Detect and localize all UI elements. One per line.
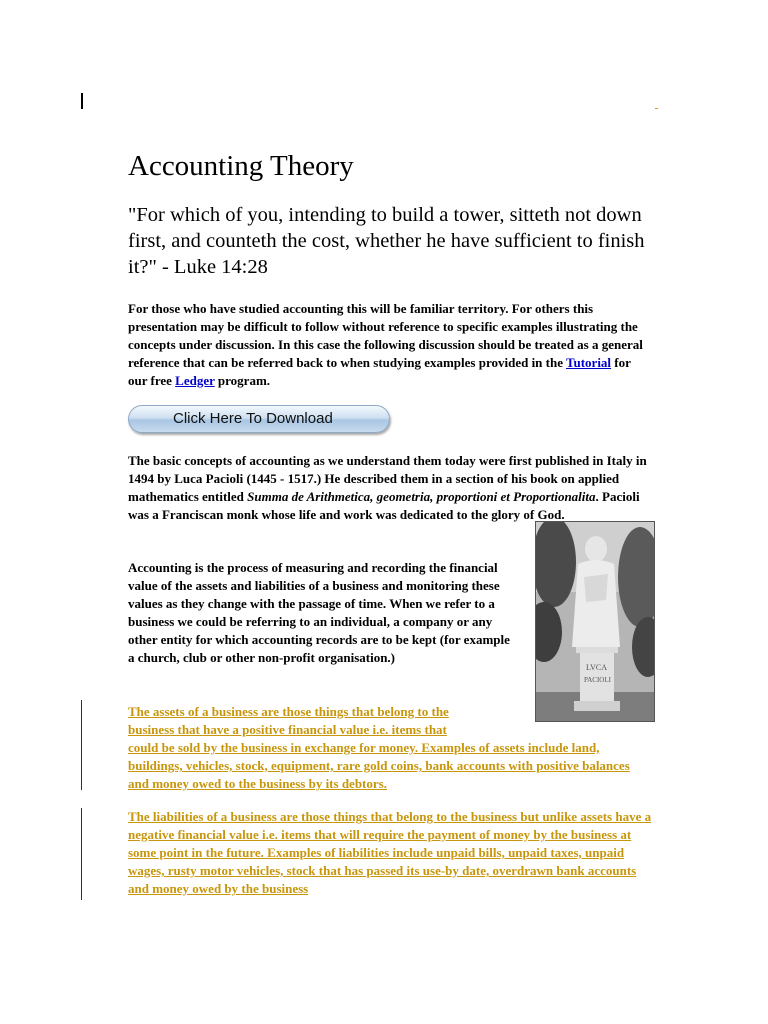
statue-plaque-line1: LVCA [586, 663, 608, 672]
ledger-link[interactable]: Ledger [175, 373, 215, 388]
change-bar-liabilities [81, 808, 82, 900]
assets-rest: could be sold by the business in exchange for money. Examples of assets include land, buildings, vehicles, stock, equipment, rare gold coins, bank accounts with positive balances and money owed to the business by its debtors. [128, 740, 630, 791]
assets-line-2: business that have a positive financial value i.e. items that [128, 722, 447, 737]
change-bar-assets [81, 700, 82, 790]
text-cursor [81, 93, 83, 109]
history-paragraph [128, 452, 653, 524]
history-text-1: The basic concepts of accounting as we understand them today were first published in Italy in 1494 by Luca Pacioli (1445 - 1517.) He described them in a section of his book on applied mathematics entitled [128, 453, 647, 504]
revision-mark [655, 108, 658, 109]
statue-illustration [536, 522, 654, 721]
intro-text-3: program. [214, 373, 271, 388]
assets-paragraph [128, 703, 653, 793]
liabilities-paragraph: The liabilities of a business are those things that belong to the business but unlike assets have a negative financial value i.e. items that will require the payment of money by the business at some point in the future. Examples of liabilities include unpaid bills, unpaid taxes, unpaid wages, rusty motor vehicles, stock that has passed its use-by date, overdrawn bank accounts and money owed by the business [128, 809, 652, 896]
intro-paragraph [128, 300, 650, 390]
assets-line-1: The assets of a business are those things that belong to the [128, 704, 449, 719]
tutorial-link[interactable]: Tutorial [566, 355, 612, 370]
intro-text-1: For those who have studied accounting this will be familiar territory. For others this presentation may be difficult to follow without reference to specific examples illustrating the concepts under discussion. In this case the following discussion should be treated as a general reference that can be referred back to when studying examples provided in the [128, 301, 643, 370]
pacioli-statue-image [535, 521, 655, 722]
intro-text-2: for our free [128, 355, 631, 388]
page-title: Accounting Theory [128, 150, 354, 182]
book-title: Summa de Arithmetica, geometria, proportioni et Proportionalita [247, 489, 596, 504]
history-text-2: . Pacioli was a Franciscan monk whose life and work was dedicated to the glory of God. [128, 489, 640, 522]
statue-plaque-line2: PACIOLI [584, 676, 611, 684]
bible-quote: "For which of you, intending to build a tower, sitteth not down first, and counteth the cost, whether he have sufficient to finish it?" - Luke 14:28 [128, 204, 645, 278]
definition-paragraph: Accounting is the process of measuring and recording the financial value of the assets and liabilities of a business and monitoring these values as they change with the passage of time. When we refer to a business we could be referring to an individual, a company or any other entity for which accounting records are to be kept (for example a church, club or other non-profit organisation.) [128, 560, 510, 665]
download-button[interactable]: Click Here To Download [128, 405, 390, 433]
